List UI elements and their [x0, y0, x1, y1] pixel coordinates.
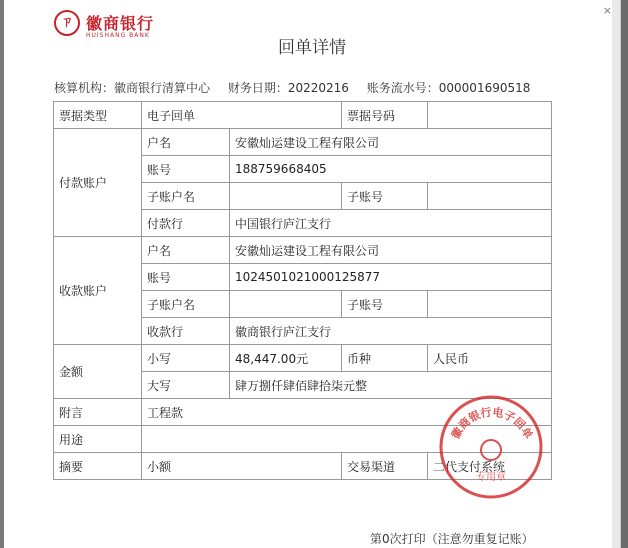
- payee-name-label: 户名: [142, 237, 230, 264]
- payer-bank-label: 付款行: [142, 210, 230, 237]
- purpose-label: 用途: [54, 426, 142, 453]
- summary-label: 摘要: [54, 453, 142, 480]
- receipt-meta: [54, 79, 544, 96]
- ticket-type-value: 电子回单: [142, 102, 342, 129]
- payee-bank-label: 收款行: [142, 318, 230, 345]
- payer-account-label: 账号: [142, 156, 230, 183]
- payee-sub-name-value: [230, 291, 342, 318]
- amount-big-label: 大写: [142, 372, 230, 399]
- amount-small-value: 48,447.00元: [230, 345, 342, 372]
- payee-account-label: 账号: [142, 264, 230, 291]
- payer-account-value: 188759668405: [230, 156, 552, 183]
- channel-value: 二代支付系统: [428, 453, 552, 480]
- payer-sub-no-value: [428, 183, 552, 210]
- table-row: [54, 129, 552, 156]
- serial-number: 账务流水号：000001690518: [366, 81, 531, 95]
- table-row: [54, 426, 552, 453]
- payee-sub-name-label: 子账户名: [142, 291, 230, 318]
- payee-sub-no-label: 子账号: [342, 291, 428, 318]
- payee-bank-value: 徽商银行庐江支行: [230, 318, 552, 345]
- summary-value: 小额: [142, 453, 342, 480]
- print-count-note: 第0次打印（注意勿重复记账）: [370, 532, 534, 546]
- table-row: [54, 237, 552, 264]
- bank-name: 徽商银行: [86, 14, 155, 33]
- payer-section-label: 付款账户: [54, 129, 142, 237]
- receipt-table: [53, 101, 552, 480]
- scrollbar[interactable]: [612, 0, 620, 548]
- amount-big-value: 肆万捌仟肆佰肆拾柒元整: [230, 372, 552, 399]
- currency-label: 币种: [342, 345, 428, 372]
- close-icon[interactable]: ×: [602, 4, 612, 17]
- table-row: [54, 453, 552, 480]
- payer-sub-name-label: 子账户名: [142, 183, 230, 210]
- ticket-type-label: 票据类型: [54, 102, 142, 129]
- accounting-org: 核算机构：徽商银行清算中心: [54, 81, 211, 95]
- amount-small-label: 小写: [142, 345, 230, 372]
- receipt-page: [4, 0, 621, 548]
- payee-account-value: 1024501021000125877: [230, 264, 552, 291]
- stamp-ring-text: 徽商银行电子回单: [448, 405, 536, 442]
- payer-name-value: 安徽灿运建设工程有限公司: [230, 129, 552, 156]
- ticket-no-label: 票据号码: [342, 102, 428, 129]
- table-row: [54, 102, 552, 129]
- note-label: 附言: [54, 399, 142, 426]
- finance-date: 财务日期：20220216: [227, 81, 349, 95]
- channel-label: 交易渠道: [342, 453, 428, 480]
- purpose-value: [142, 426, 552, 453]
- ticket-no-value: [428, 102, 552, 129]
- table-row: [54, 345, 552, 372]
- payee-sub-no-value: [428, 291, 552, 318]
- payer-sub-name-value: [230, 183, 342, 210]
- payer-name-label: 户名: [142, 129, 230, 156]
- table-row: [54, 399, 552, 426]
- amount-section-label: 金额: [54, 345, 142, 399]
- page-title: 回单详情: [278, 38, 346, 58]
- payer-bank-value: 中国银行庐江支行: [230, 210, 552, 237]
- payee-name-value: 安徽灿运建设工程有限公司: [230, 237, 552, 264]
- currency-value: 人民币: [428, 345, 552, 372]
- bank-name-en: HUISHANG BANK: [86, 32, 150, 39]
- payee-section-label: 收款账户: [54, 237, 142, 345]
- note-value: 工程款: [142, 399, 552, 426]
- bank-logo-icon: ㄗ: [54, 10, 80, 36]
- payer-sub-no-label: 子账号: [342, 183, 428, 210]
- stamp-bottom-text: 专用章: [476, 472, 506, 483]
